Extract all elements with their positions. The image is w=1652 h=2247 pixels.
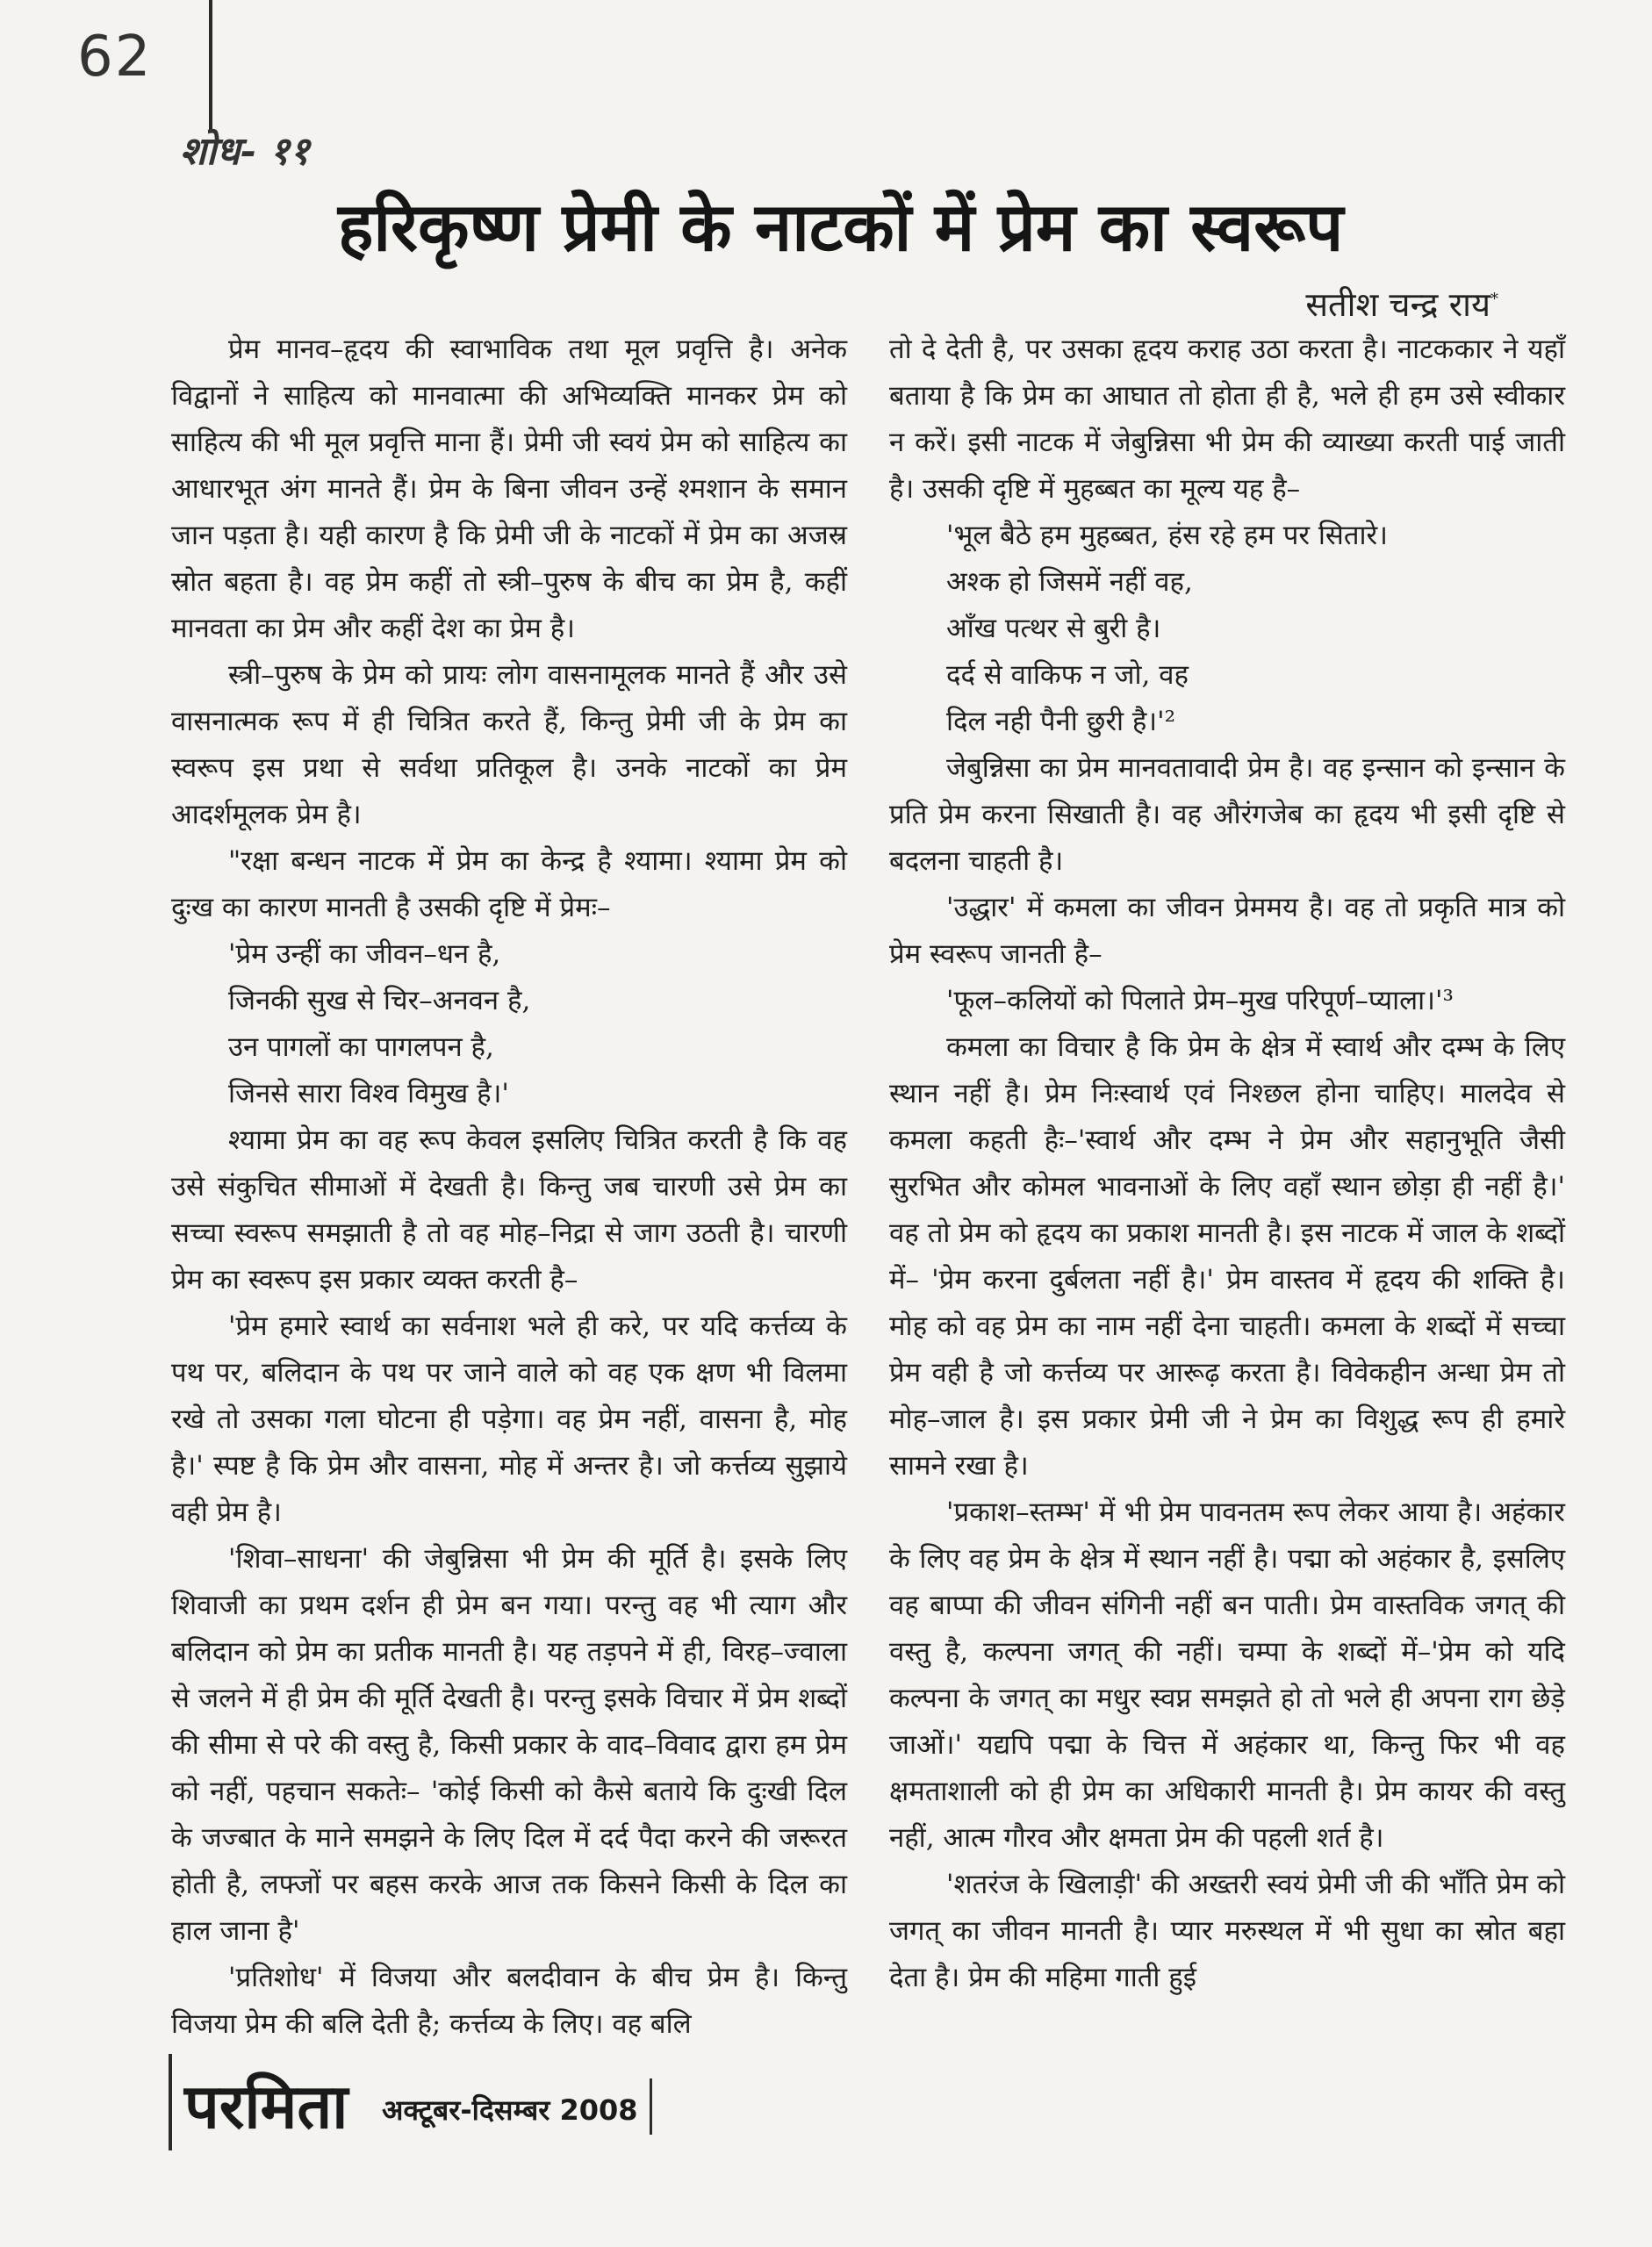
author-name bbox=[1305, 281, 1498, 327]
verse-line: दर्द से वाकिफ न जो, वह bbox=[946, 659, 1189, 691]
paragraph: तो दे देती है, पर उसका हृदय कराह उठा करता है। नाटककार ने यहाँ बताया है कि प्रेम का आघात तो होता ही है, भले ही हम उसे स्वीकार न करें। इसी नाटक में जेबुन्निसा भी प्रेम की व्याख्या करती पाई जाती है। उसकी दृष्टि में मुहब्बत का मूल्य यह है– bbox=[889, 334, 1565, 505]
paragraph: कमला का विचार है कि प्रेम के क्षेत्र में स्वार्थ और दम्भ के लिए स्थान नहीं है। प्रेम निःस्वार्थ एवं निश्छल होना चाहिए। मालदेव से कमला कहती हैः–'स्वार्थ और दम्भ ने प्रेम और सहानुभूति जैसी सुरभित और कोमल भावनाओं के लिए वहाँ स्थान छोड़ा ही नहीं है।' वह तो प्रेम को हृदय का प्रकाश मानती है। इस नाटक में जाल के शब्दों में– 'प्रेम करना दुर्बलता नहीं है।' प्रेम वास्तव में हृदय की शक्ति है। मोह को वह प्रेम का नाम नहीं देना चाहती। कमला के शब्दों में सच्चा प्रेम वही है जो कर्त्तव्य पर आरूढ़ करता है। विवेकहीन अन्धा प्रेम तो मोह–जाल है। इस प्रकार प्रेमी जी ने प्रेम का विशुद्ध रूप ही हमारे सामने रखा है। bbox=[889, 1031, 1565, 1482]
paragraph: श्यामा प्रेम का वह रूप केवल इसलिए चित्रित करती है कि वह उसे संकुचित सीमाओं में देखती है। किन्तु जब चारणी उसे प्रेम का सच्चा स्वरूप समझाती है तो वह मोह–निद्रा से जाग उठती है। चारणी प्रेम का स्वरूप इस प्रकार व्यक्त करती है– bbox=[171, 1124, 847, 1296]
journal-name: परमिता bbox=[184, 2071, 348, 2143]
paragraph: जेबुन्निसा का प्रेम मानवतावादी प्रेम है। वह इन्सान को इन्सान के प्रति प्रेम करना सिखाती है। वह औरंगजेब का हृदय भी इसी दृष्टि से बदलना चाहती है। bbox=[889, 752, 1565, 877]
header-divider bbox=[209, 0, 212, 132]
paragraph: 'प्रेम हमारे स्वार्थ का सर्वनाश भले ही करे, पर यदि कर्त्तव्य के पथ पर, बलिदान के पथ पर जाने वाले को वह एक क्षण भी विलमा रखे तो उसका गला घोटना ही पड़ेगा। वह प्रेम नहीं, वासना है, मोह है।' स्पष्ट है कि प्रेम और वासना, मोह में अन्तर है। जो कर्त्तव्य सुझाये वही प्रेम है। bbox=[171, 1310, 847, 1528]
paragraph: 'उद्धार' में कमला का जीवन प्रेममय है। वह तो प्रकृति मात्र को प्रेम स्वरूप जानती है– bbox=[889, 892, 1565, 970]
page-number: 62 bbox=[77, 25, 153, 90]
left-column bbox=[171, 327, 847, 2082]
verse-line: जिनसे सारा विश्व विमुख है।' bbox=[228, 1078, 509, 1109]
paragraph: 'शिवा–साधना' की जेबुन्निसा भी प्रेम की मूर्ति है। इसके लिए शिवाजी का प्रथम दर्शन ही प्रेम बन गया। परन्तु वह भी त्याग और बलिदान को प्रेम का प्रतीक मानती है। यह तड़पने में ही, विरह–ज्वाला से जलने में ही प्रेम की मूर्ति देखती है। परन्तु इसके विचार में प्रेम शब्दों की सीमा से परे की वस्तु है, किसी प्रकार के वाद–विवाद द्वारा हम प्रेम को नहीं, पहचान सकतेः– 'कोई किसी को कैसे बताये कि दुःखी दिल के जज्बात के माने समझने के लिए दिल में दर्द पैदा करने की जरूरत होती है, लफ्जों पर बहस करके आज तक किसने किसी के दिल का हाल जाना है' bbox=[171, 1543, 847, 1947]
verse-line: उन पागलों का पागलपन है, bbox=[228, 1031, 494, 1063]
verse-line: 'प्रेम उन्हीं का जीवन–धन है, bbox=[228, 938, 501, 970]
verse-line: आँख पत्थर से बुरी है। bbox=[946, 613, 1161, 644]
paragraph: "रक्षा बन्धन नाटक में प्रेम का केन्द्र है श्यामा। श्यामा प्रेम को दुःख का कारण मानती है उसकी दृष्टि में प्रेमः– bbox=[171, 845, 847, 923]
footer-divider-left bbox=[169, 2054, 172, 2150]
author-footnote-mark: * bbox=[1490, 290, 1498, 309]
paragraph: 'प्रतिशोध' में विजया और बलदीवान के बीच प्रेम है। किन्तु विजया प्रेम की बलि देती है; कर्त्तव्य के लिए। वह बलि bbox=[171, 1962, 847, 2040]
verse-line: 'भूल बैठे हम मुहब्बत, हंस रहे हम पर सितारे। bbox=[946, 520, 1388, 551]
paragraph: प्रेम मानव–हृदय की स्वाभाविक तथा मूल प्रवृत्ति है। अनेक विद्वानों ने साहित्य को मानवात्मा की अभिव्यक्ति मानकर प्रेम को साहित्य की भी मूल प्रवृत्ति माना हैं। प्रेमी जी स्वयं प्रेम को साहित्य का आधारभूत अंग मानते हैं। प्रेम के बिना जीवन उन्हें श्मशान के समान जान पड़ता है। यही कारण है कि प्रेमी जी के नाटकों में प्रेम का अजस्र स्रोत बहता है। वह प्रेम कहीं तो स्त्री–पुरुष के बीच का प्रेम है, कहीं मानवता का प्रेम और कहीं देश का प्रेम है। bbox=[171, 334, 847, 644]
verse-line: 'फूल–कलियों को पिलाते प्रेम–मुख परिपूर्ण–प्याला।'³ bbox=[946, 985, 1454, 1016]
verse-line: अश्क हो जिसमें नहीं वह, bbox=[946, 566, 1193, 598]
verse-line: जिनकी सुख से चिर–अनवन है, bbox=[228, 985, 531, 1016]
article-title: हरिकृष्ण प्रेमी के नाटकों में प्रेम का स्वरूप bbox=[338, 188, 1344, 266]
section-label: शोध- ११ bbox=[180, 129, 310, 174]
paragraph: स्त्री–पुरुष के प्रेम को प्रायः लोग वासनामूलक मानते हैं और उसे वासनात्मक रूप में ही चित्रित करते हैं, किन्तु प्रेमी जी के प्रेम का स्वरूप इस प्रथा से सर्वथा प्रतिकूल है। उनके नाटकों का प्रेम आदर्शमूलक प्रेम है। bbox=[171, 659, 847, 830]
footer-divider-right bbox=[650, 2078, 652, 2135]
right-column bbox=[889, 327, 1565, 2082]
author-text: सतीश चन्द्र राय bbox=[1305, 285, 1490, 324]
paragraph: 'प्रकाश–स्तम्भ' में भी प्रेम पावनतम रूप लेकर आया है। अहंकार के लिए वह प्रेम के क्षेत्र में स्थान नहीं है। पद्मा को अहंकार है, इसलिए वह बाप्पा की जीवन संगिनी नहीं बन पाती। प्रेम वास्तविक जगत् की वस्तु है, कल्पना जगत् की नहीं। चम्पा के शब्दों में–'प्रेम को यदि कल्पना के जगत् का मधुर स्वप्न समझते हो तो भले ही अपना राग छेड़े जाओं।' यद्यपि पद्मा के चित्त में अहंकार था, किन्तु फिर भी वह क्षमताशाली को ही प्रेम का अधिकारी मानती है। प्रेम कायर की वस्तु नहीं, आत्म गौरव और क्षमता प्रेम की पहली शर्त है। bbox=[889, 1497, 1565, 1854]
issue-date: अक्टूबर-दिसम्बर 2008 bbox=[382, 2093, 638, 2127]
verse-line: दिल नही पैनी छुरी है।'² bbox=[946, 706, 1176, 737]
paragraph: 'शतरंज के खिलाड़ी' की अख्तरी स्वयं प्रेमी जी की भाँति प्रेम को जगत् का जीवन मानती है। प्यार मरुस्थल में भी सुधा का स्रोत बहा देता है। प्रेम की महिमा गाती हुई bbox=[889, 1869, 1565, 1993]
